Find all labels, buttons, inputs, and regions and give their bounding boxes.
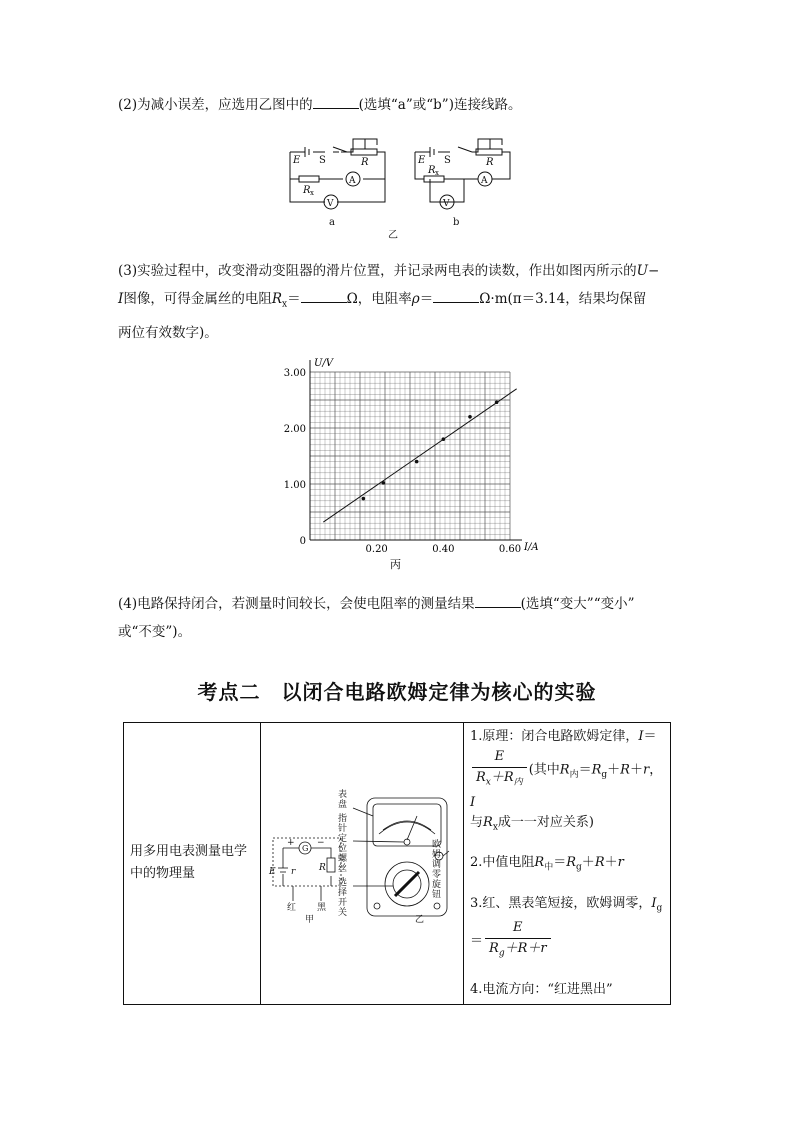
svg-text:x: x	[310, 189, 314, 197]
svg-text:A: A	[481, 176, 488, 186]
x-tick-label: 0.40	[432, 544, 455, 555]
svg-text:R: R	[428, 165, 436, 176]
svg-text:乙: 乙	[388, 230, 398, 241]
svg-text:E: E	[269, 867, 276, 878]
answer-blank	[475, 593, 521, 608]
table-topic: 用多用电表测量电学中的物理量	[124, 723, 261, 1005]
principle-1: 1.原理：闭合电路欧姆定律，I＝ $\frac{E}{R_x+R_内}$ (其中$R_内=R_g+R+r$，I 与$R_x$成一一对应关系)	[470, 729, 663, 833]
svg-text:黑: 黑	[317, 903, 327, 914]
data-point	[442, 437, 446, 441]
data-point	[415, 460, 419, 464]
multimeter-left-labels	[338, 790, 348, 918]
y-axis-label: U/V	[314, 358, 334, 369]
multimeter-figure	[261, 726, 461, 996]
svg-text:b: b	[453, 217, 460, 228]
svg-text:甲: 甲	[305, 915, 315, 926]
answer-blank	[313, 94, 359, 109]
data-point	[468, 415, 472, 419]
svg-text:V: V	[327, 199, 334, 209]
circuit-a	[290, 139, 385, 209]
x-axis-label: I/A	[524, 542, 539, 553]
svg-text:红: 红	[287, 903, 297, 914]
multimeter-right-label: 欧姆调零旋钮	[432, 840, 442, 900]
svg-text:A: A	[349, 176, 356, 186]
svg-text:R: R	[361, 157, 369, 168]
data-point	[362, 497, 366, 501]
svg-text:−: −	[317, 838, 325, 849]
svg-text:E: E	[418, 155, 426, 166]
answer-blank	[433, 288, 479, 303]
data-point	[495, 400, 499, 404]
svg-text:r: r	[291, 867, 296, 878]
principle-4: 4.电流方向：“红进黑出”	[470, 981, 613, 997]
question-4: (4)电路保持闭合，若测量时间较长，会使电阻率的测量结果 (选填“变大”“变小” 或“不变”)。	[118, 590, 678, 646]
table-principles	[464, 723, 671, 1005]
svg-text:E: E	[293, 155, 301, 166]
question-3: (3)实验过程中，改变滑动变阻器的滑片位置，并记录两电表的读数，作出如图丙所示的U− I图像，可得金属丝的电阻$R_x= \Omega$，电阻率ρ＝ Ω·m(π＝3.14，结果均保留 两位有效数字)。	[118, 263, 660, 341]
svg-text:乙: 乙	[415, 915, 425, 926]
chart-caption: 丙	[390, 558, 401, 571]
y-tick-label: 3.00	[283, 368, 306, 379]
svg-text:a: a	[329, 217, 335, 228]
data-point	[382, 481, 386, 485]
svg-text:R: R	[303, 185, 311, 196]
x-tick-label: 0.20	[365, 544, 388, 555]
principle-3: 3.红、黑表笔短接，欧姆调零，$I_g$ ＝ $\frac{E}{R_g+R+r}$	[470, 895, 663, 959]
svg-text:R: R	[486, 157, 494, 168]
svg-text:S: S	[319, 155, 326, 166]
label-dial: 表盘	[338, 790, 348, 810]
svg-text:x: x	[435, 169, 439, 177]
answer-blank	[301, 288, 347, 303]
y-tick-label: 2.00	[283, 424, 306, 435]
y-tick-label: 0	[299, 536, 306, 547]
question-2: (2)为减小误差，应选用乙图中的 (选填“a”或“b”)连接线路。	[118, 91, 678, 119]
svg-text:V: V	[443, 199, 450, 209]
label-pointer-screw: 指针定位螺丝	[338, 814, 348, 874]
principle-2: 2.中值电阻$R_中=R_g+R+r$	[470, 855, 624, 873]
svg-text:S: S	[444, 155, 451, 166]
section-title: 考点二 以闭合电路欧姆定律为核心的实验	[197, 680, 597, 704]
svg-text:+: +	[287, 838, 295, 849]
label-selector-switch: 选择开关	[338, 878, 348, 918]
svg-text:R: R	[319, 863, 326, 874]
u-i-chart	[270, 355, 539, 575]
x-tick-label: 0.60	[498, 544, 522, 555]
circuit-figure-yi	[285, 135, 515, 240]
experiment-table	[123, 722, 671, 1005]
y-tick-label: 1.00	[283, 480, 306, 491]
svg-text:G: G	[302, 844, 309, 854]
